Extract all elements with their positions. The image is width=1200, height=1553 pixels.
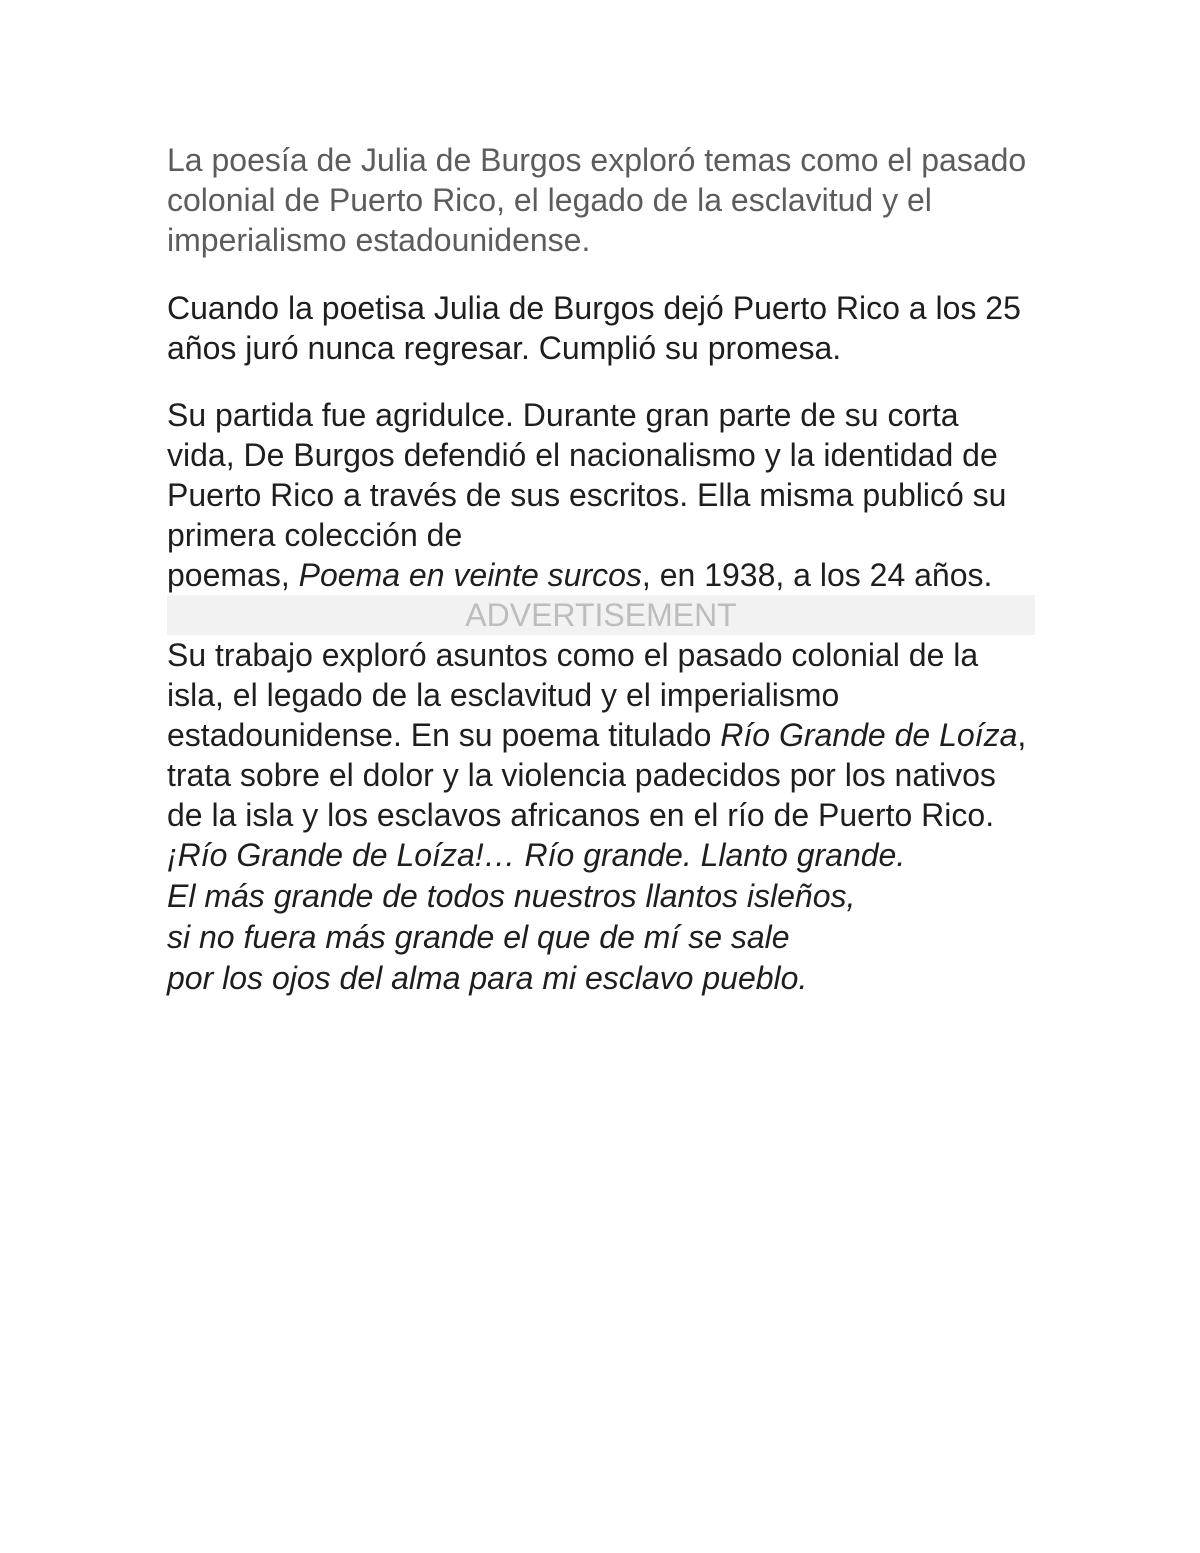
paragraph-3 [167, 635, 1035, 835]
poem-title: Río Grande de Loíza [720, 717, 1018, 753]
article-body [167, 140, 1035, 999]
article-lede: La poesía de Julia de Burgos exploró temas como el pasado colonial de Puerto Rico, el legado de la esclavitud y el imperialismo estadounidense. [167, 142, 1027, 258]
poem-excerpt [167, 835, 1035, 999]
paragraph-3-after: , trata sobre el dolor y la violencia padecidos por los nativos de la isla y los esclavos africanos en el río de Puerto Rico. [167, 717, 1027, 833]
paragraph-3-before: Su trabajo exploró asuntos como el pasado colonial de la isla, el legado de la esclavitud y el imperialismo estadounidense. En su poema titulado [167, 637, 979, 753]
poem-line: El más grande de todos nuestros llantos isleños, [167, 878, 856, 914]
poem-line: si no fuera más grande el que de mí se sale [167, 919, 790, 955]
advertisement-banner[interactable]: ADVERTISEMENT [167, 595, 1035, 635]
paragraph-1: Cuando la poetisa Julia de Burgos dejó Puerto Rico a los 25 años juró nunca regresar. Cumplió su promesa. [167, 290, 1021, 366]
poem-line: por los ojos del alma para mi esclavo pueblo. [167, 960, 808, 996]
paragraph-2-after: , en 1938, a los 24 años. [641, 557, 993, 593]
poem-line: ¡Río Grande de Loíza!… Río grande. Llanto grande. [167, 837, 906, 873]
book-title: Poema en veinte surcos [298, 557, 642, 593]
paragraph-2-text: Su partida fue agridulce. Durante gran parte de su corta vida, De Burgos defendió el nacionalismo y la identidad de Puerto Rico a través de sus escritos. Ella misma publicó su primera colección de [167, 397, 1007, 553]
paragraph-2-before: poemas, [167, 557, 299, 593]
paragraph-2 [167, 395, 1035, 595]
